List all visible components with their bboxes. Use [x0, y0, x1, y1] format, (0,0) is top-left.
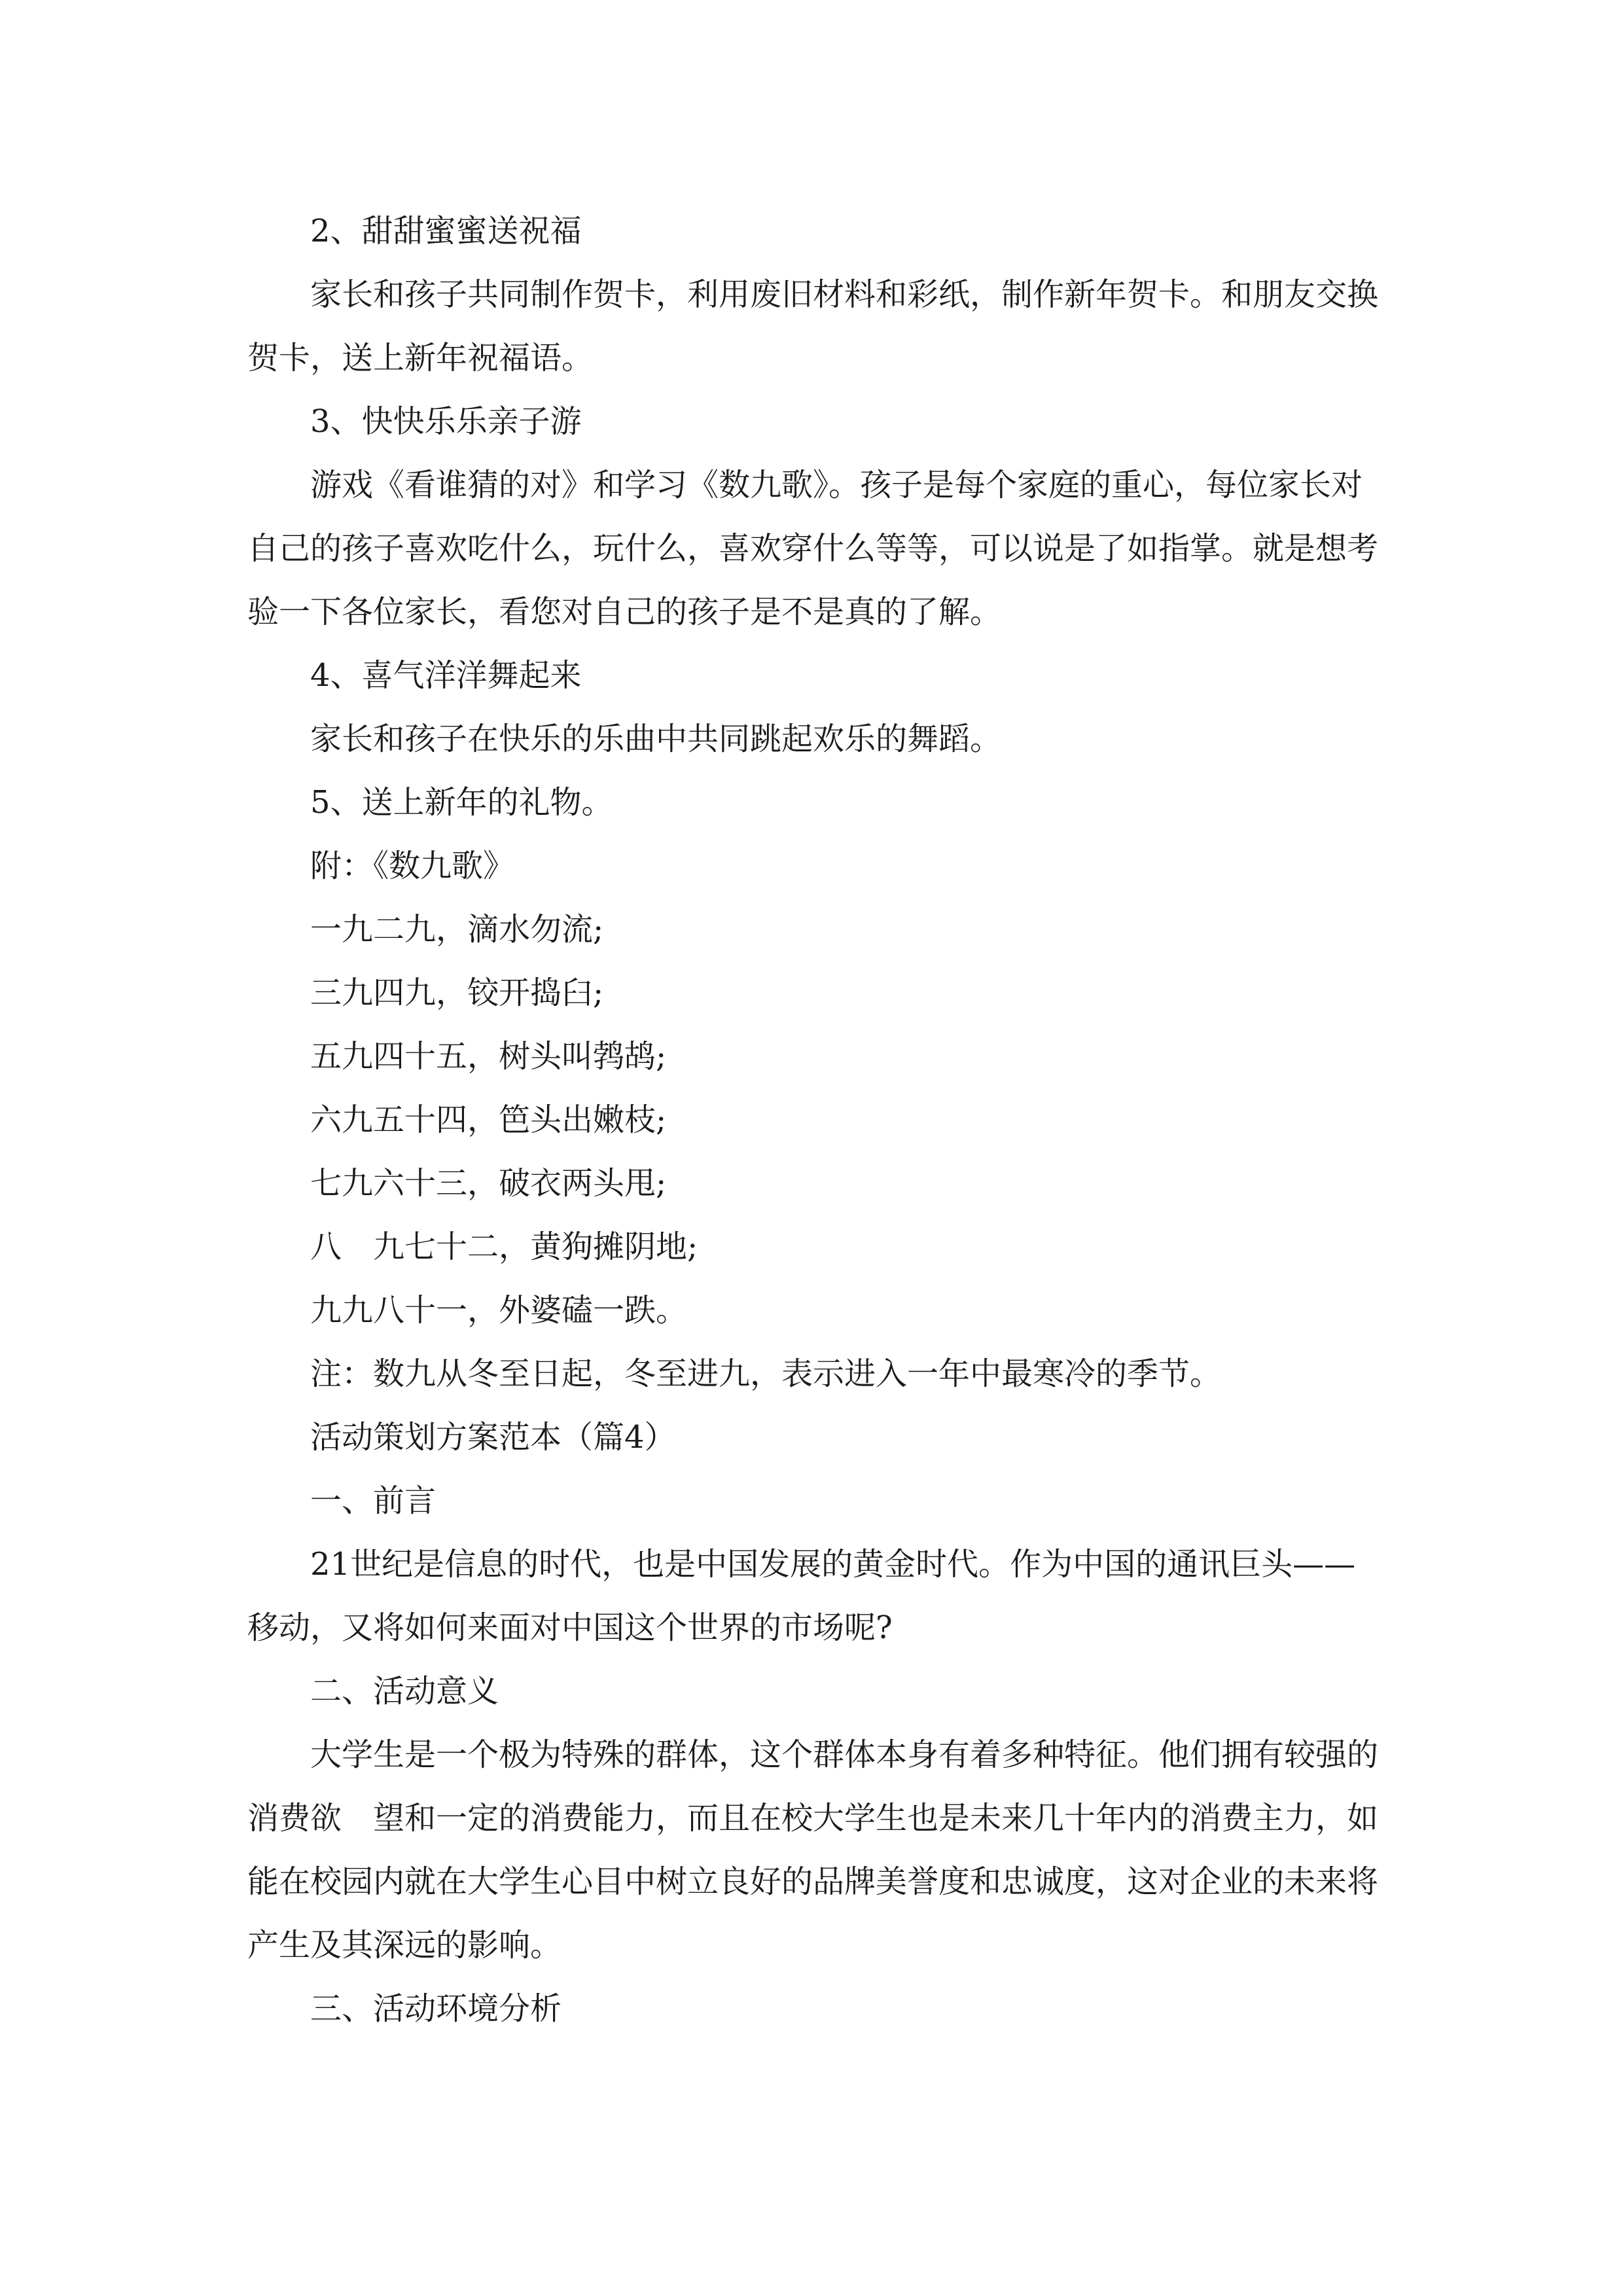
section-heading: 5、送上新年的礼物。: [310, 784, 613, 821]
song-line: 八 九七十二，黄狗摊阴地;: [310, 1229, 698, 1265]
paragraph: 游戏《看谁猜的对》和学习《数九歌》。孩子是每个家庭的重心，每位家长对自己的孩子喜欢吃什么，玩什么，喜欢穿什么等等，可以说是了如指掌。就是想考验一下各位家长，看您对自己的孩子是不是真的了解。: [247, 467, 1379, 630]
section-heading: 二、活动意义: [310, 1673, 499, 1710]
paragraph: 21世纪是信息的时代，也是中国发展的黄金时代。作为中国的通讯巨头——移动，又将如何来面对中国这个世界的市场呢?: [247, 1546, 1356, 1646]
section-heading: 一、前言: [310, 1482, 437, 1519]
song-line: 五九四十五，树头叫鹁鸪;: [310, 1038, 667, 1075]
song-line: 六九五十四，笆头出嫩枝;: [310, 1102, 667, 1138]
song-line: 七九六十三，破衣两头甩;: [310, 1165, 667, 1202]
section-heading: 2、甜甜蜜蜜送祝福: [310, 213, 582, 249]
song-line: 一九二九，滴水勿流;: [310, 911, 604, 948]
document-body: [247, 200, 1380, 2041]
appendix-title: 附：《数九歌》: [310, 848, 515, 884]
song-line: 九九八十一，外婆磕一跌。: [310, 1292, 688, 1329]
section-heading: 三、活动环境分析: [310, 1990, 562, 2027]
paragraph: 大学生是一个极为特殊的群体，这个群体本身有着多种特征。他们拥有较强的消费欲 望和一定的消费能力，而且在校大学生也是未来几十年内的消费主力，如能在校园内就在大学生心目中树立良好的品牌美誉度和忠诚度，这对企业的未来将产生及其深远的影响。: [247, 1736, 1379, 1964]
song-line: 三九四九，铰开捣臼;: [310, 975, 604, 1011]
note-paragraph: 注：数九从冬至日起，冬至进九，表示进入一年中最寒冷的季节。: [310, 1355, 1222, 1392]
section-heading: 4、喜气洋洋舞起来: [310, 657, 582, 694]
document-title: 活动策划方案范本（篇4）: [310, 1419, 676, 1456]
paragraph: 家长和孩子共同制作贺卡，利用废旧材料和彩纸，制作新年贺卡。和朋友交换贺卡，送上新年祝福语。: [247, 276, 1379, 376]
paragraph: 家长和孩子在快乐的乐曲中共同跳起欢乐的舞蹈。: [310, 721, 1002, 757]
section-heading: 3、快快乐乐亲子游: [310, 403, 582, 440]
